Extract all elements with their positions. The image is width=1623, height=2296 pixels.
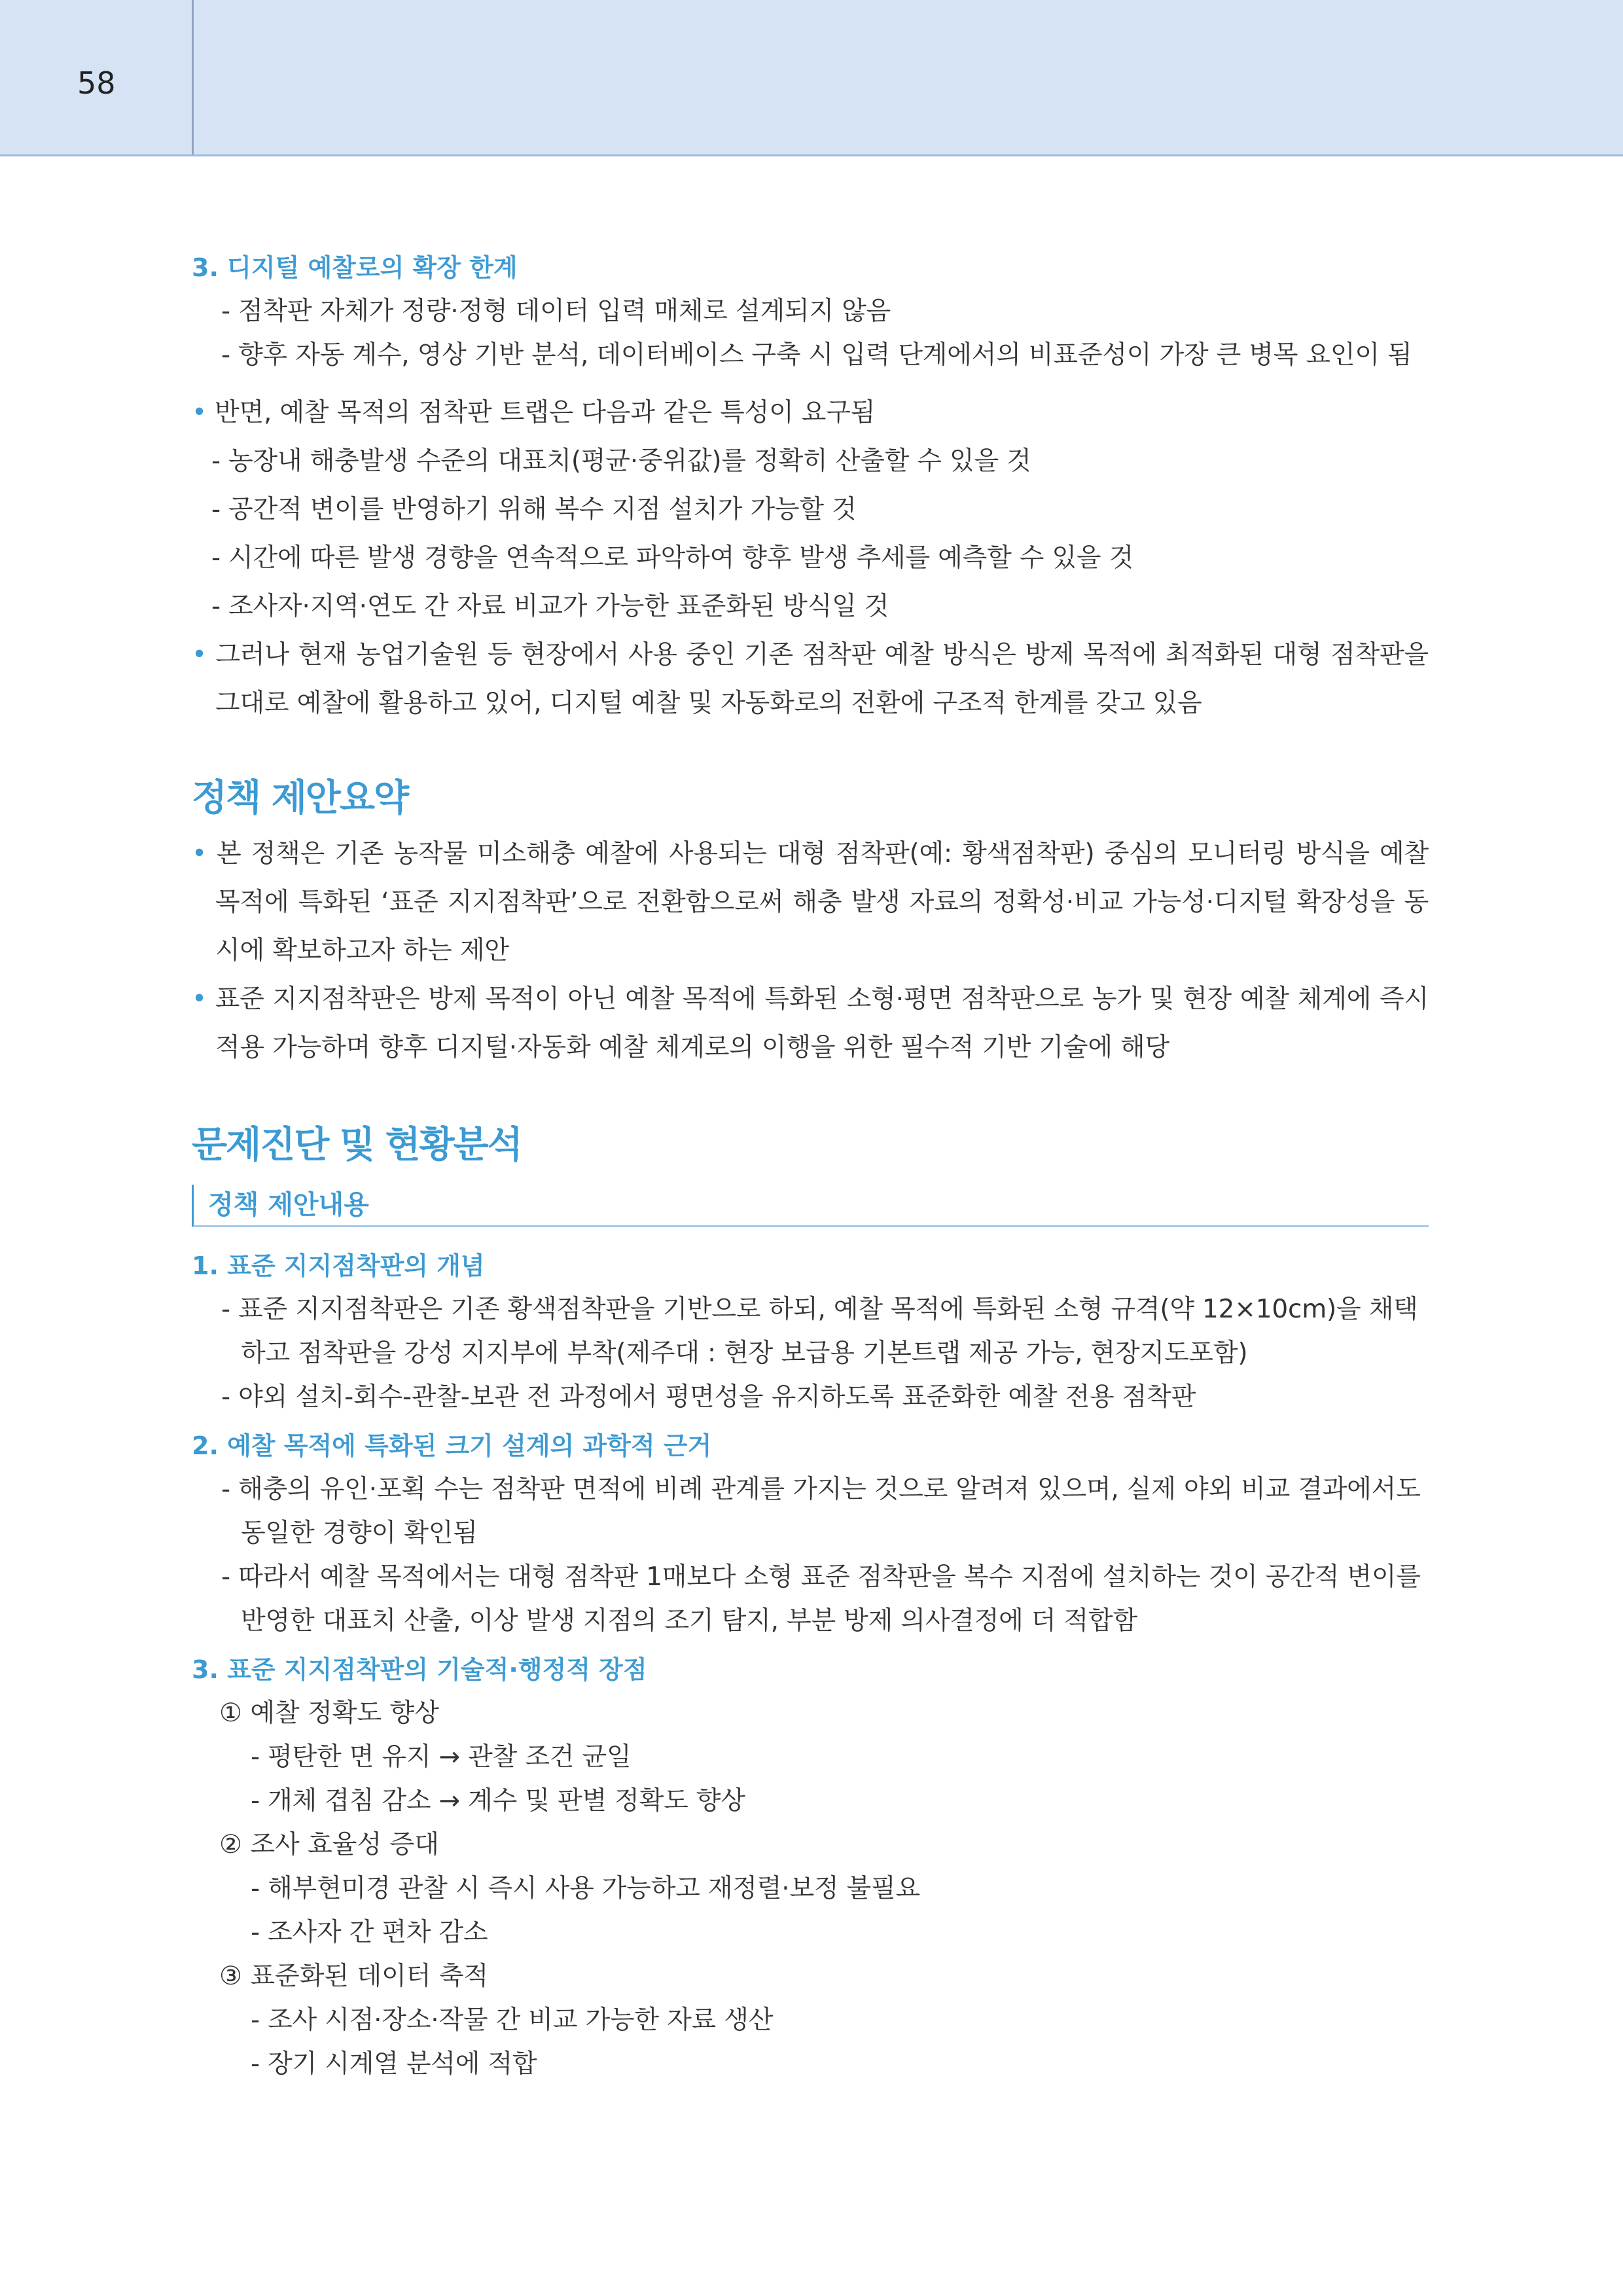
advantages-title: 3. 표준 지지점착판의 기술적·행정적 장점	[192, 1655, 647, 1684]
item3-line-1: - 점착판 자체가 정량·정형 데이터 입력 매체로 설계되지 않음	[221, 296, 891, 326]
advantage-group-3: ③ 표준화된 데이터 축적	[219, 1962, 489, 1991]
concept-line-2: - 야외 설치-회수-관찰-보관 전 과정에서 평면성을 유지하도록 표준화한 예찰 전용 점착판	[221, 1382, 1196, 1412]
section-title-diagnosis: 문제진단 및 현황분석	[192, 1124, 522, 1166]
page-number: 58	[77, 65, 116, 101]
bullet-dot: •	[192, 839, 207, 869]
concept-line-1: - 표준 지지점착판은 기존 황색점착판을 기반으로 하되, 예찰 목적에 특화된 소형 규격(약 12×10cm)을 채택하고 점착판을 강성 지지부에 부착(제주대 : 현장 보급용 기본트랩 제공 가능, 현장지도포함)	[221, 1295, 1418, 1368]
advantage-group-1: ① 예찰 정확도 향상	[219, 1698, 439, 1728]
page-content	[192, 246, 1429, 2086]
advantage-3-line-2: - 장기 시계열 분석에 적합	[251, 2049, 537, 2079]
header-divider	[192, 0, 194, 154]
section-title-policy-summary: 정책 제안요약	[192, 777, 408, 819]
summary-bullet-1	[192, 830, 1429, 975]
bullet-dot: •	[192, 984, 207, 1014]
size-basis-title: 2. 예찰 목적에 특화된 크기 설계의 과학적 근거	[192, 1431, 712, 1460]
requirement-4: - 조사자·지역·연도 간 자료 비교가 가능한 표준화된 방식일 것	[211, 592, 889, 621]
advantage-2-line-1: - 해부현미경 관찰 시 즉시 사용 가능하고 재정렬·보정 불필요	[251, 1874, 921, 1903]
advantage-group-2: ② 조사 효율성 증대	[219, 1830, 439, 1859]
size-basis-line-2: - 따라서 예찰 목적에서는 대형 점착판 1매보다 소형 표준 점착판을 복수 지점에 설치하는 것이 공간적 변이를 반영한 대표치 산출, 이상 발생 지점의 조기 탐지, 부분 방제 의사결정에 더 적합함	[221, 1562, 1421, 1636]
item3-title: 3. 디지털 예찰로의 확장 한계	[192, 253, 518, 282]
concept-title: 1. 표준 지지점착판의 개념	[192, 1251, 485, 1280]
bullet-dot: •	[192, 398, 207, 427]
summary-bullet-1-text: 본 정책은 기존 농작물 미소해충 예찰에 사용되는 대형 점착판(예: 황색점착판) 중심의 모니터링 방식을 예찰 목적에 특화된 ‘표준 지지점착판’으로 전환함으로써 해충 발생 자료의 정확성·비교 가능성·디지털 확장성을 동시에 확보하고자 하는 제안	[215, 839, 1429, 965]
size-basis-line-1: - 해충의 유인·포획 수는 점착판 면적에 비례 관계를 가지는 것으로 알려져 있으며, 실제 야외 비교 결과에서도 동일한 경향이 확인됨	[221, 1475, 1421, 1548]
advantage-3-line-1: - 조사 시점·장소·작물 간 비교 가능한 자료 생산	[251, 2005, 774, 2035]
summary-bullet-2-text: 표준 지지점착판은 방제 목적이 아닌 예찰 목적에 특화된 소형·평면 점착판으로 농가 및 현장 예찰 체계에 즉시 적용 가능하며 향후 디지털·자동화 예찰 체계로의 이행을 위한 필수적 기반 기술에 해당	[215, 984, 1429, 1062]
requirement-1: - 농장내 해충발생 수준의 대표치(평균·중위값)를 정확히 산출할 수 있을 것	[211, 446, 1031, 476]
section-subtitle-proposal: 정책 제안내용	[192, 1185, 1429, 1227]
bullet-limitation	[192, 631, 1429, 728]
advantage-1-line-2: - 개체 겹침 감소 → 계수 및 판별 정확도 향상	[251, 1786, 745, 1816]
bullet-dot: •	[192, 640, 207, 670]
requirement-2: - 공간적 변이를 반영하기 위해 복수 지점 설치가 가능할 것	[211, 495, 857, 524]
requirement-3: - 시간에 따른 발생 경향을 연속적으로 파악하여 향후 발생 추세를 예측할 수 있을 것	[211, 543, 1134, 573]
bullet-requirements-text: 반면, 예찰 목적의 점착판 트랩은 다음과 같은 특성이 요구됨	[215, 398, 876, 427]
bullet-limitation-text: 그러나 현재 농업기술원 등 현장에서 사용 중인 기존 점착판 예찰 방식은 방제 목적에 최적화된 대형 점착판을 그대로 예찰에 활용하고 있어, 디지털 예찰 및 자동화로의 전환에 구조적 한계를 갖고 있음	[215, 640, 1429, 718]
page-header	[0, 0, 1623, 156]
summary-bullet-2	[192, 975, 1429, 1072]
item3-line-2: - 향후 자동 계수, 영상 기반 분석, 데이터베이스 구축 시 입력 단계에서의 비표준성이 가장 큰 병목 요인이 됨	[221, 340, 1412, 370]
bullet-requirements	[192, 389, 1429, 437]
advantage-2-line-2: - 조사자 간 편차 감소	[251, 1918, 488, 1947]
advantage-1-line-1: - 평탄한 면 유지 → 관찰 조건 균일	[251, 1742, 632, 1772]
